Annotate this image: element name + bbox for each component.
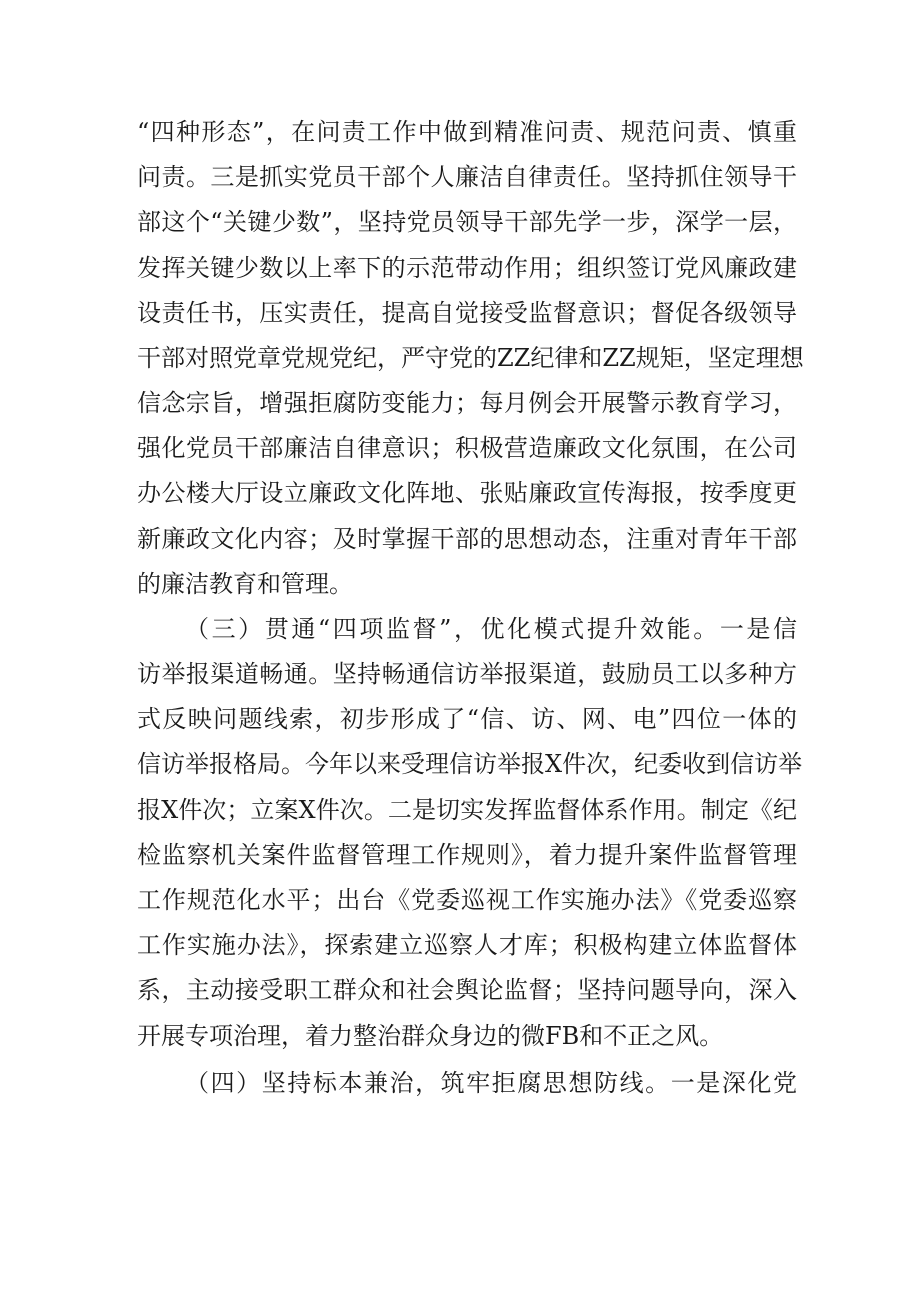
text-line-6: 干部对照党章党规党纪，严守党的ZZ纪律和ZZ规矩，坚定理想 [137, 344, 804, 372]
text-line-21: 开展专项治理，着力整治群众身边的微FB和不正之风。 [137, 1022, 724, 1050]
text-line-15: 信访举报格局。今年以来受理信访举报X件次，纪委收到信访举 [137, 750, 803, 778]
text-line-8: 强化党员干部廉洁自律意识；积极营造廉政文化氛围，在公司 [137, 434, 797, 462]
text-line-13: 访举报渠道畅通。坚持畅通信访举报渠道，鼓励员工以多种方 [137, 660, 797, 688]
text-line-14: 式反映问题线索，初步形成了“信、访、网、电”四位一体的 [137, 705, 797, 733]
text-line-10: 新廉政文化内容；及时掌握干部的思想动态，注重对青年干部 [137, 525, 797, 553]
section-heading-three: （三）贯通“四项监督”，优化模式提升效能。一是信 [185, 615, 797, 643]
text-line-17: 检监察机关案件监督管理工作规则》，着力提升案件监督管理 [137, 841, 797, 869]
text-line-18: 工作规范化水平；出台《党委巡视工作实施办法》《党委巡察 [137, 886, 797, 914]
text-line-4: 发挥关键少数以上率下的示范带动作用；组织签订党风廉政建 [137, 254, 797, 282]
text-line-20: 系，主动接受职工群众和社会舆论监督；坚持问题导向，深入 [137, 976, 797, 1004]
text-line-2: 问责。三是抓实党员干部个人廉洁自律责任。坚持抓住领导干 [137, 163, 797, 191]
text-line-16: 报X件次；立案X件次。二是切实发挥监督体系作用。制定《纪 [137, 796, 797, 824]
text-line-3: 部这个“关键少数”，坚持党员领导干部先学一步，深学一层， [137, 208, 797, 236]
text-line-19: 工作实施办法》，探索建立巡察人才库；积极构建立体监督体 [137, 931, 797, 959]
text-line-1: “四种形态”，在问责工作中做到精准问责、规范问责、慎重 [137, 118, 797, 146]
text-line-5: 设责任书，压实责任，提高自觉接受监督意识；督促各级领导 [137, 299, 797, 327]
text-line-7: 信念宗旨，增强拒腐防变能力；每月例会开展警示教育学习， [137, 389, 797, 417]
section-heading-four: （四）坚持标本兼治，筑牢拒腐思想防线。一是深化党 [185, 1069, 797, 1097]
text-line-11: 的廉洁教育和管理。 [137, 570, 353, 598]
text-line-9: 办公楼大厅设立廉政文化阵地、张贴廉政宣传海报，按季度更 [137, 479, 797, 507]
